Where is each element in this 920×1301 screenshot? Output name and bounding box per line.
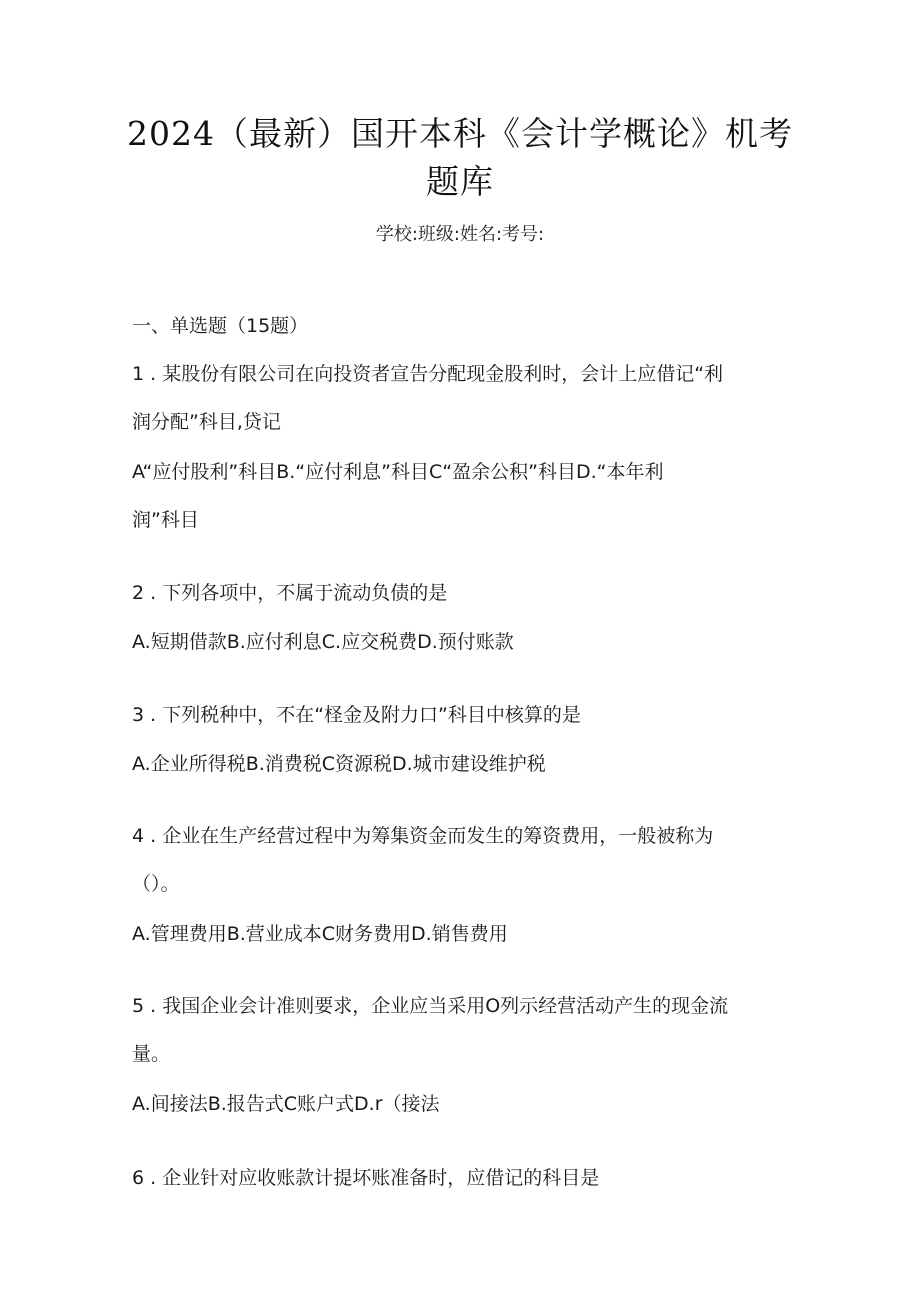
question-5-options: A.间接法B.报告式C账户式D.r（接法 — [132, 1093, 440, 1115]
question-4-text-line-2: （）。 — [132, 873, 180, 895]
section-heading: 一、单选题（15题） — [132, 315, 309, 337]
question-3-text: 3 . 下列税种中，不在“柽金及附力口”科目中核算的是 — [132, 704, 581, 726]
question-4-text-line-1: 4 . 企业在生产经营过程中为筹集资金而发生的筹资费用，一般被称为 — [132, 825, 714, 847]
question-5-text-line-1: 5 . 我国企业会计准则要求，企业应当采用O列示经营活动产生的现金流 — [132, 995, 729, 1017]
question-3-options: A.企业所得税B.消费税C资源税D.城市建设维护税 — [132, 753, 546, 775]
question-4-options: A.管理费用B.营业成本C财务费用D.销售费用 — [132, 923, 508, 945]
question-1-options-line-1: A“应付股利”科目B.“应付利息”科目C“盈余公积”科目D.“本年利 — [132, 461, 664, 483]
question-2-options: A.短期借款B.应付利息C.应交税费D.预付账款 — [132, 631, 514, 653]
question-1-text-line-2: 润分配”科目,贷记 — [132, 411, 281, 433]
question-5-text-line-2: 量。 — [132, 1043, 171, 1065]
document-title-line-2: 题库 — [426, 162, 494, 201]
student-info-line: 学校:班级:姓名:考号: — [375, 224, 545, 245]
question-1-text-line-1: 1 . 某股份有限公司在向投资者宣告分配现金股利时，会计上应借记“利 — [132, 363, 724, 385]
document-title-line-1: 2024（最新）国开本科《会计学概论》机考 — [127, 114, 793, 153]
question-6-text: 6 . 企业针对应收账款计提坏账准备时，应借记的科目是 — [132, 1167, 600, 1189]
question-2-text: 2 . 下列各项中，不属于流动负债的是 — [132, 582, 448, 604]
question-1-options-line-2: 润”科目 — [132, 509, 199, 531]
